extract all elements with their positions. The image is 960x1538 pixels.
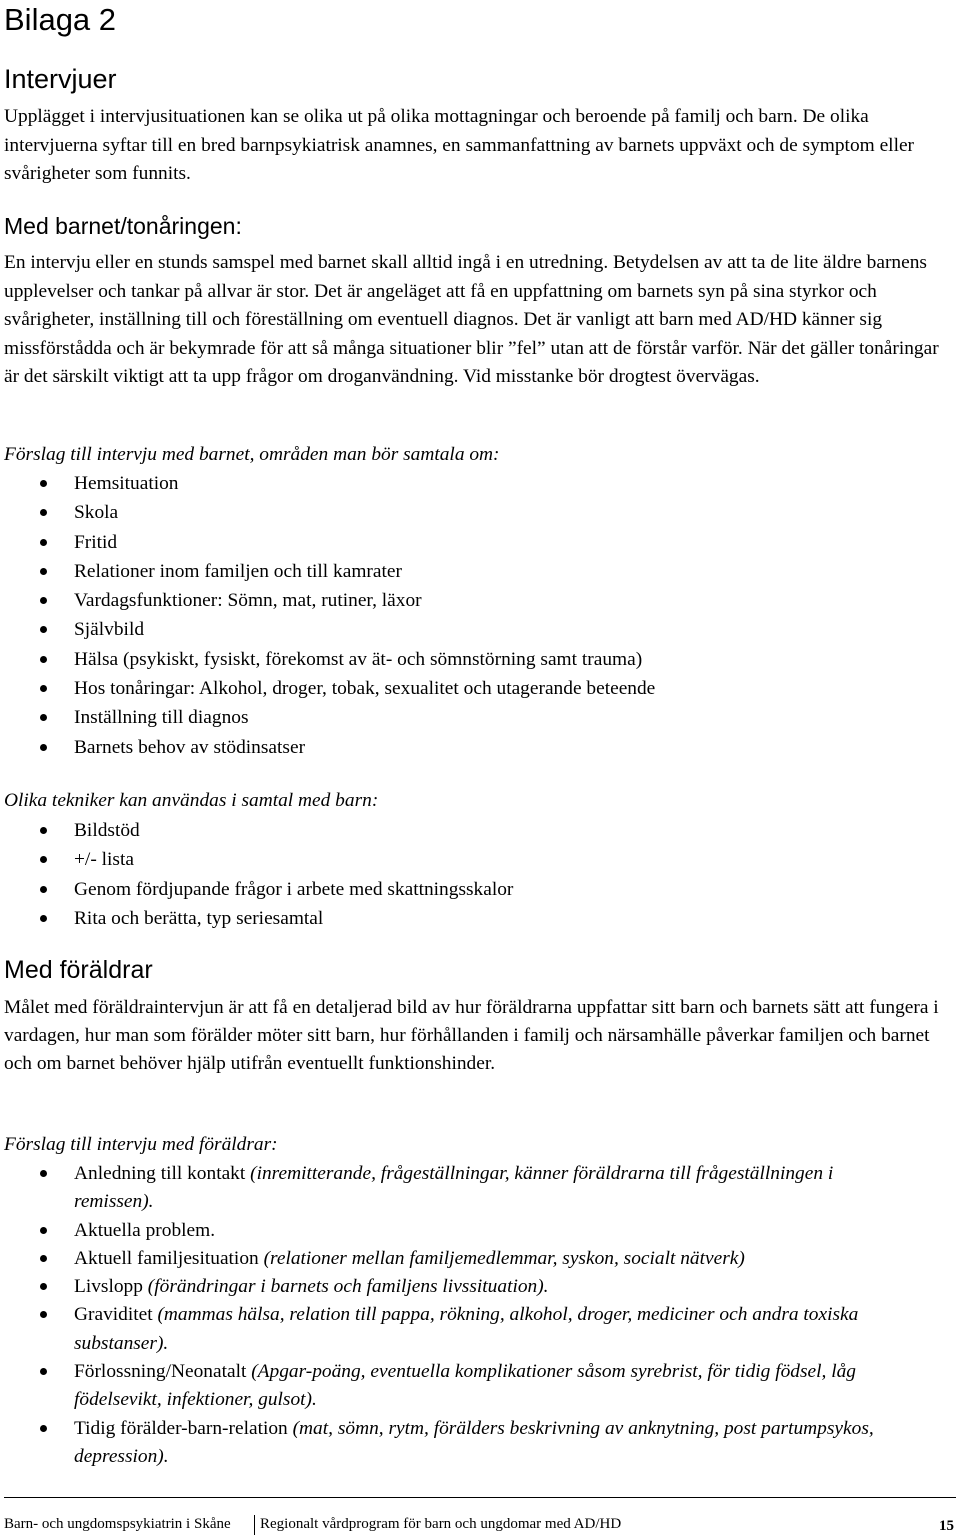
list-item: Hälsa (psykiskt, fysiskt, förekomst av ät- och sömnstörning samt trauma): [0, 645, 956, 674]
list-item: Skola: [0, 498, 956, 527]
topic-note: (Apgar-poäng, eventuella komplikationer såsom syrebrist, för tidig födsel, låg födelsevikt, infektioner, gulsot).: [74, 1361, 856, 1411]
intro-paragraph: Upplägget i intervjusituationen kan se olika ut på olika mottagningar och beroende på familj och barn. De olika intervjuerna syftar till en bred barnpsykiatrisk anamnes, en sammanfattning av barnets uppväxt och de symptom eller svårigheter som funnits.: [4, 106, 915, 185]
list-item: Genom fördjupande frågor i arbete med skattningsskalor: [0, 875, 956, 904]
footer-separator: [254, 1515, 255, 1535]
topic-note: (mammas hälsa, relation till pappa, rökning, alkohol, droger, mediciner och andra toxiska substanser).: [74, 1304, 859, 1354]
list-item: [0, 1415, 900, 1472]
parents-topics-list: [0, 1160, 900, 1471]
techniques-intro: Olika tekniker kan användas i samtal med barn:: [4, 790, 379, 811]
list-item: [0, 1301, 900, 1358]
list-item: Vardagsfunktioner: Sömn, mat, rutiner, läxor: [0, 586, 956, 615]
list-item: +/- lista: [0, 845, 956, 874]
topic-label: Aktuella problem.: [74, 1219, 216, 1241]
list-item: [0, 1273, 900, 1301]
child-section-heading: Med barnet/tonåringen:: [4, 213, 242, 239]
list-item: [0, 1358, 900, 1415]
child-topics-list: [0, 469, 956, 762]
page-number: 15: [939, 1518, 954, 1534]
child-paragraph: En intervju eller en stunds samspel med barnet skall alltid ingå i en utredning. Betydelsen av att ta de lite äldre barnens upplevelser och tankar på allvar är stor. Det är angeläget att få en uppfattning om barnets syn på sina styrkor och svårigheter, inställning till och föreställning om eventuell diagnos. Det är vanligt att barn med AD/HD känner sig missförstådda och är bekymrade för att så många situationer blir ”fel” utan att de förstår varför. När det gäller tonåringar är det särskilt viktigt att ta upp frågor om droganvändning. Vid misstanke bör drogtest övervägas.: [4, 252, 939, 388]
page-footer: [4, 1513, 956, 1535]
list-item: [0, 1160, 900, 1217]
topic-label: Tidig förälder-barn-relation: [74, 1417, 293, 1439]
page-heading: Bilaga 2: [4, 2, 117, 37]
topic-label: Livslopp: [74, 1276, 148, 1298]
list-item: [0, 1245, 900, 1273]
child-topics-intro: Förslag till intervju med barnet, områden man bör samtala om:: [4, 444, 500, 465]
list-item: Rita och berätta, typ seriesamtal: [0, 904, 956, 933]
parents-section-heading: Med föräldrar: [4, 956, 153, 984]
section-title: Intervjuer: [4, 64, 117, 94]
parents-paragraph: Målet med föräldraintervjun är att få en detaljerad bild av hur föräldrarna uppfattar sitt barn och barnets sätt att fungera i vardagen, hur man som förälder möter sitt barn, hur förhållanden i familj och närsamhälle påverkar familjen och barnet och om barnet behöver hjälp utifrån eventuellt funktionshinder.: [4, 997, 939, 1074]
list-item: Självbild: [0, 615, 956, 644]
list-item: [0, 1217, 900, 1245]
list-item: Inställning till diagnos: [0, 703, 956, 732]
topic-label: Förlossning/Neonatalt: [74, 1361, 252, 1383]
footer-divider: [4, 1497, 956, 1498]
list-item: Relationer inom familjen och till kamrater: [0, 557, 956, 586]
list-item: Barnets behov av stödinsatser: [0, 733, 956, 762]
parents-topics-intro: Förslag till intervju med föräldrar:: [4, 1134, 278, 1155]
list-item: Hos tonåringar: Alkohol, droger, tobak, sexualitet och utagerande beteende: [0, 674, 956, 703]
footer-document-title: Regionalt vårdprogram för barn och ungdomar med AD/HD: [260, 1516, 622, 1532]
list-item: Hemsituation: [0, 469, 956, 498]
list-item: Bildstöd: [0, 816, 956, 845]
topic-note: (förändringar i barnets och familjens livssituation).: [147, 1276, 549, 1298]
topic-label: Anledning till kontakt: [74, 1163, 251, 1184]
footer-organization: Barn- och ungdomspsykiatrin i Skåne: [4, 1516, 231, 1532]
topic-note: (relationer mellan familjemedlemmar, syskon, socialt nätverk): [263, 1247, 745, 1269]
list-item: Fritid: [0, 528, 956, 557]
topic-note: (mat, sömn, rytm, förälders beskrivning av anknytning, post partumpsykos, depression).: [74, 1417, 874, 1467]
topic-label: Aktuell familjesituation: [74, 1247, 264, 1269]
topic-note: (inremitterande, frågeställningar, känner föräldrarna till frågeställningen i remissen).: [74, 1163, 834, 1213]
topic-label: Graviditet: [74, 1304, 158, 1326]
techniques-list: [0, 816, 956, 933]
